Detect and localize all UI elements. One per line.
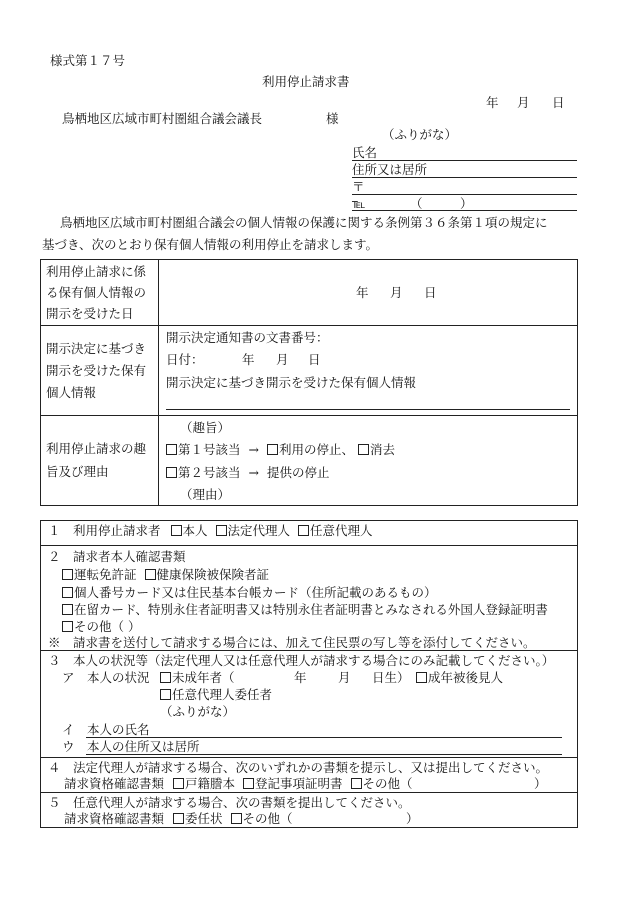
section4-other-label: その他（ [362, 776, 413, 791]
section4-label: ４ 法定代理人が請求する場合、次のいずれかの書類を提示し、又は提出してください。 [48, 760, 549, 775]
section4-close: ） [534, 776, 547, 791]
section5-label: ５ 任意代理人が請求する場合、次の書類を提出してください。 [48, 795, 411, 810]
checkbox-residence-card[interactable] [62, 604, 73, 615]
section3-a-label: ア 本人の状況 [62, 670, 150, 685]
checkbox-legal-agent[interactable] [216, 525, 227, 536]
item2-label: 第２号該当 [178, 465, 241, 480]
section1-row [48, 525, 373, 538]
row3-option-1 [166, 444, 395, 457]
checkbox-stop-use[interactable] [267, 444, 278, 455]
section5-docs-label: 請求資格確認書類 [64, 811, 165, 826]
mynumber-label: 個人番号カード又は住民基本台帳カード（住所記載のあるもの） [74, 585, 437, 600]
section5-docs-row [64, 813, 293, 826]
row1-year: 年 [356, 285, 369, 300]
stop-use-label: 利用の停止、 [278, 442, 354, 457]
intro-line-2: 基づき、次のとおり保有個人情報の利用停止を請求します。 [42, 237, 379, 252]
lower-divider-2 [40, 650, 578, 651]
checkbox-voluntary-agent[interactable] [298, 525, 309, 536]
requester-name-field[interactable] [352, 160, 577, 161]
requester-postal-field[interactable] [352, 194, 577, 195]
section4-docs-label: 請求資格確認書類 [64, 776, 165, 791]
residence-card-label: 在留カード、特別永住者証明書又は特別永住者証明書とみなされる外国人登録証明書 [74, 602, 548, 617]
table-column-divider [158, 259, 159, 506]
row2-info-field[interactable] [166, 409, 570, 410]
section2-row-d [62, 621, 140, 634]
section3-minor-row [160, 672, 235, 685]
row2-doc-number: 開示決定通知書の文書番号： [166, 330, 329, 345]
row1-label-line2: る保有個人情報の [46, 285, 147, 300]
row3-label-line2: 旨及び理由 [46, 464, 109, 479]
section2-row-c [62, 604, 548, 617]
lower-divider-4 [40, 792, 578, 793]
legal-agent-label: 法定代理人 [227, 523, 291, 538]
row2-label-line2: 開示を受けた保有 [46, 363, 147, 378]
form-title: 利用停止請求書 [262, 74, 350, 89]
section3-agent-row [160, 689, 272, 702]
principal-name-field[interactable] [86, 737, 562, 738]
row2-date-label: 日付： [166, 352, 204, 367]
row3-label-line1: 利用停止請求の趣 [46, 441, 147, 456]
section3-label: ３ 本人の状況等（法定代理人又は任意代理人が請求する場合にのみ記載してください。） [48, 653, 555, 668]
section3-u-label: ウ 本人の住所又は居所 [62, 739, 200, 754]
table-row-divider-1 [40, 325, 578, 326]
section2-row-b [62, 587, 437, 600]
checkbox-item1[interactable] [166, 444, 177, 455]
checkbox-item2[interactable] [166, 467, 177, 478]
erase-label: 消去 [369, 442, 395, 457]
principal-address-field[interactable] [86, 754, 562, 755]
section5-close: ） [406, 811, 419, 826]
checkbox-self[interactable] [171, 525, 182, 536]
row3-reason-label: （理由） [180, 487, 231, 502]
addressee: 鳥栖地区広域市町村圏組合議会議長 [62, 111, 263, 126]
other-id-label: その他（ ） [74, 619, 141, 634]
tel-area-code: （ ） [410, 196, 473, 211]
checkbox-agent-principal[interactable] [160, 689, 171, 700]
row3-option-2 [166, 467, 329, 480]
section3-furigana: （ふりがな） [160, 704, 236, 719]
row2-day: 日 [308, 352, 321, 367]
requester-address-field[interactable] [352, 177, 577, 178]
self-label: 本人 [182, 523, 208, 538]
requester-address-label: 住所又は居所 [352, 162, 428, 177]
row1-day: 日 [424, 285, 437, 300]
checkbox-section5-other[interactable] [231, 813, 242, 824]
date-year: 年 [486, 95, 499, 110]
section1-label: １ 利用停止請求者 [48, 523, 161, 538]
checkbox-mynumber[interactable] [62, 587, 73, 598]
row2-year: 年 [242, 352, 255, 367]
insurance-label: 健康保険被保険者証 [156, 567, 270, 582]
voluntary-agent-label: 任意代理人 [310, 523, 373, 538]
license-label: 運転免許証 [74, 567, 137, 582]
checkbox-erase[interactable] [358, 444, 369, 455]
checkbox-insurance[interactable] [145, 569, 156, 580]
section3-adult-guardian [416, 672, 503, 685]
section2-note: ※ 請求書を送付して請求する場合には、加えて住民票の写し等を添付してください。 [48, 635, 536, 650]
minor-birth-day: 日生） [372, 670, 410, 685]
checkbox-power-of-attorney[interactable] [173, 813, 184, 824]
adult-guardian-label: 成年被後見人 [428, 670, 504, 685]
tel-label: ℡ [352, 196, 366, 211]
checkbox-registry-certificate[interactable] [243, 778, 254, 789]
section3-i-label: イ 本人の氏名 [62, 722, 150, 737]
date-day: 日 [552, 95, 565, 110]
date-month: 月 [517, 95, 530, 110]
item1-label: 第１号該当 [178, 442, 241, 457]
minor-birth-month: 月 [338, 670, 351, 685]
row1-month: 月 [390, 285, 403, 300]
checkbox-minor[interactable] [160, 672, 171, 683]
lower-divider-1 [40, 545, 578, 546]
power-of-attorney-label: 委任状 [185, 811, 223, 826]
family-register-label: 戸籍謄本 [185, 776, 236, 791]
checkbox-other-id[interactable] [62, 621, 73, 632]
row2-info-label: 開示決定に基づき開示を受けた保有個人情報 [166, 375, 417, 390]
table-row-divider-2 [40, 415, 578, 416]
requester-tel-field[interactable] [352, 210, 577, 211]
requester-name-label: 氏名 [352, 145, 378, 160]
form-number: 様式第１７号 [50, 53, 126, 68]
intro-line-1: 鳥栖地区広域市町村圏組合議会の個人情報の保護に関する条例第３６条第１項の規定に [60, 215, 548, 230]
minor-label: 未成年者（ [172, 670, 235, 685]
section2-row-a [62, 569, 269, 582]
arrow-icon: → [248, 442, 259, 457]
registry-certificate-label: 登記事項証明書 [255, 776, 343, 791]
checkbox-family-register[interactable] [173, 778, 184, 789]
requester-furigana: （ふりがな） [382, 127, 458, 142]
section5-other-label: その他（ [242, 811, 293, 826]
row1-label-line1: 利用停止請求に係 [46, 264, 147, 279]
row2-label-line1: 開示決定に基づき [46, 341, 147, 356]
stop-provision-label: 提供の停止 [266, 465, 330, 480]
section2-label: ２ 請求者本人確認書類 [48, 549, 186, 564]
checkbox-section4-other[interactable] [351, 778, 362, 789]
honorific: 様 [326, 111, 339, 126]
checkbox-adult-guardian[interactable] [416, 672, 427, 683]
row1-label-line3: 開示を受けた日 [46, 306, 134, 321]
checkbox-license[interactable] [62, 569, 73, 580]
postal-mark: 〒 [352, 179, 365, 194]
row2-label-line3: 個人情報 [46, 385, 97, 400]
minor-birth-year: 年 [294, 670, 307, 685]
section4-docs-row [64, 778, 413, 791]
row3-purpose-label: （趣旨） [180, 420, 231, 435]
agent-principal-label: 任意代理人委任者 [172, 687, 273, 702]
row2-month: 月 [276, 352, 289, 367]
arrow-icon: → [248, 465, 259, 480]
lower-divider-3 [40, 757, 578, 758]
